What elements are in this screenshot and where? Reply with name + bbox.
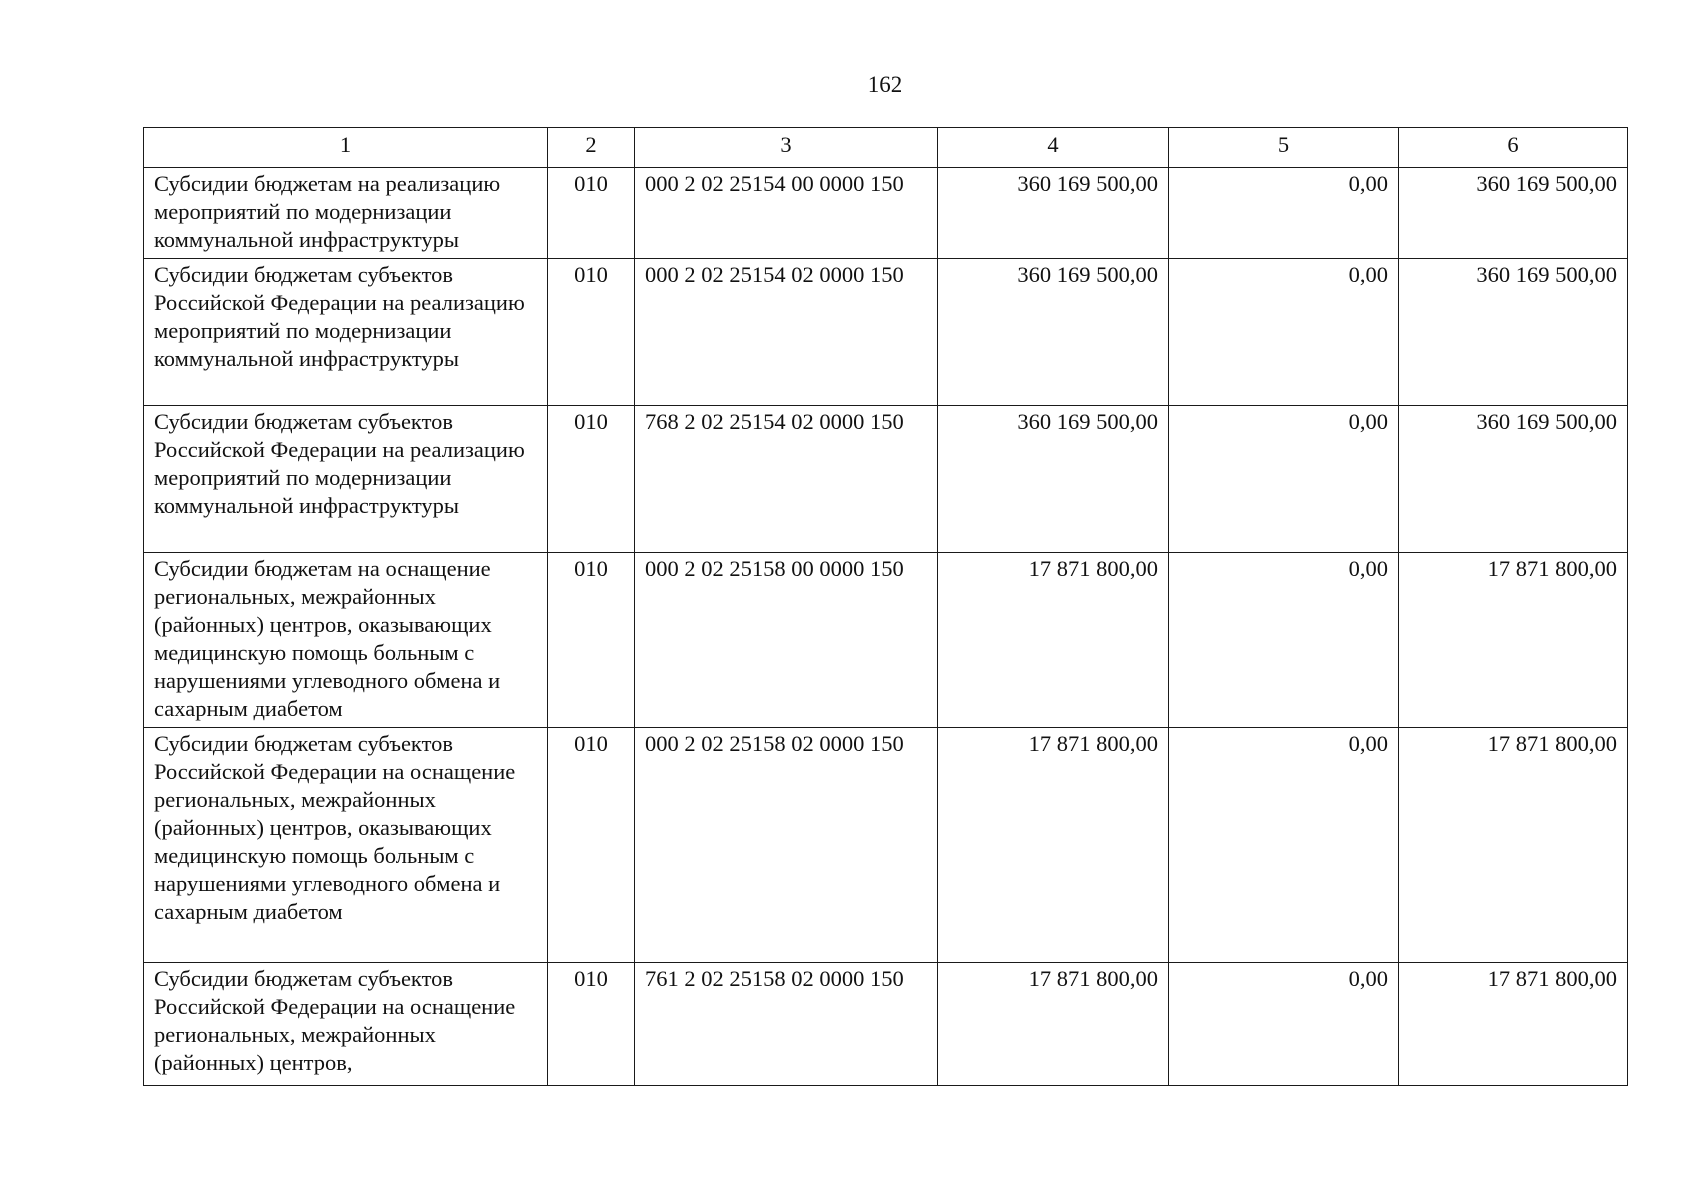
row-col5-cell: 0,00 — [1169, 406, 1399, 553]
row-code-cell: 010 — [548, 168, 635, 259]
row-col6-cell: 17 871 800,00 — [1399, 963, 1628, 1086]
row-col6-cell: 360 169 500,00 — [1399, 406, 1628, 553]
row-name-cell: Субсидии бюджетам субъектов Российской Федерации на реализацию мероприятий по модернизации коммунальной инфраструктуры — [144, 259, 548, 406]
row-name-cell: Субсидии бюджетам субъектов Российской Федерации на оснащение региональных, межрайонных (районных) центров, — [144, 963, 548, 1086]
row-code-cell: 010 — [548, 259, 635, 406]
row-name-cell: Субсидии бюджетам субъектов Российской Федерации на оснащение региональных, межрайонных (районных) центров, оказывающих медицинскую помощь больным с нарушениями углеводного обмена и сахарным диабетом — [144, 728, 548, 963]
row-col5-cell: 0,00 — [1169, 259, 1399, 406]
row-code-cell: 010 — [548, 406, 635, 553]
row-name-cell: Субсидии бюджетам субъектов Российской Федерации на реализацию мероприятий по модернизации коммунальной инфраструктуры — [144, 406, 548, 553]
table-row — [144, 728, 1628, 963]
row-kbk-cell: 000 2 02 25154 02 0000 150 — [635, 259, 938, 406]
row-col6-cell: 360 169 500,00 — [1399, 168, 1628, 259]
row-col6-cell: 17 871 800,00 — [1399, 728, 1628, 963]
column-header: 1 — [144, 128, 548, 168]
row-kbk-cell: 000 2 02 25154 00 0000 150 — [635, 168, 938, 259]
row-col6-cell: 360 169 500,00 — [1399, 259, 1628, 406]
row-col6-cell: 17 871 800,00 — [1399, 553, 1628, 728]
row-col5-cell: 0,00 — [1169, 553, 1399, 728]
table-row — [144, 553, 1628, 728]
row-kbk-cell: 000 2 02 25158 00 0000 150 — [635, 553, 938, 728]
row-kbk-cell: 768 2 02 25154 02 0000 150 — [635, 406, 938, 553]
row-code-cell: 010 — [548, 963, 635, 1086]
row-col4-cell: 360 169 500,00 — [938, 168, 1169, 259]
table-row — [144, 259, 1628, 406]
row-kbk-cell: 000 2 02 25158 02 0000 150 — [635, 728, 938, 963]
row-col4-cell: 17 871 800,00 — [938, 963, 1169, 1086]
row-col5-cell: 0,00 — [1169, 168, 1399, 259]
column-header: 3 — [635, 128, 938, 168]
table-row — [144, 963, 1628, 1086]
column-header: 4 — [938, 128, 1169, 168]
page-number: 162 — [867, 72, 903, 97]
column-header: 2 — [548, 128, 635, 168]
budget-table — [143, 127, 1628, 1086]
row-col4-cell: 360 169 500,00 — [938, 259, 1169, 406]
row-name-cell: Субсидии бюджетам на оснащение региональных, межрайонных (районных) центров, оказывающих медицинскую помощь больным с нарушениями углеводного обмена и сахарным диабетом — [144, 553, 548, 728]
row-name-cell: Субсидии бюджетам на реализацию мероприятий по модернизации коммунальной инфраструктуры — [144, 168, 548, 259]
row-code-cell: 010 — [548, 728, 635, 963]
row-col5-cell: 0,00 — [1169, 963, 1399, 1086]
row-code-cell: 010 — [548, 553, 635, 728]
row-col5-cell: 0,00 — [1169, 728, 1399, 963]
column-header: 5 — [1169, 128, 1399, 168]
table-row — [144, 168, 1628, 259]
row-kbk-cell: 761 2 02 25158 02 0000 150 — [635, 963, 938, 1086]
row-col4-cell: 17 871 800,00 — [938, 553, 1169, 728]
row-col4-cell: 360 169 500,00 — [938, 406, 1169, 553]
table-row — [144, 406, 1628, 553]
column-header: 6 — [1399, 128, 1628, 168]
table-header-row — [144, 128, 1628, 168]
row-col4-cell: 17 871 800,00 — [938, 728, 1169, 963]
